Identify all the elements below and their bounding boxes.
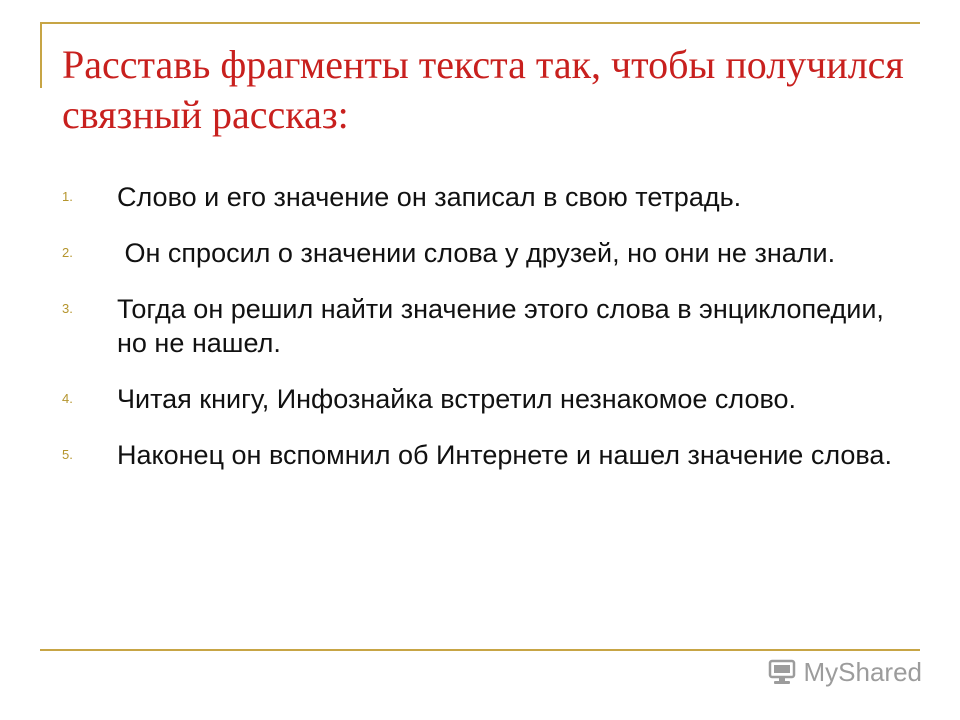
item-number: 4.: [62, 391, 73, 406]
list-item: [62, 382, 902, 416]
watermark: [766, 656, 923, 688]
item-text: Слово и его значение он записал в свою тетрадь.: [117, 182, 742, 212]
item-number: 3.: [62, 301, 73, 316]
list-item: [62, 236, 902, 270]
list-item: [62, 438, 902, 472]
item-text: Тогда он решил найти значение этого слова в энциклопедии, но не нашел.: [117, 294, 884, 358]
watermark-text: MyShared: [803, 656, 922, 687]
item-text: Он спросил о значении слова у друзей, но они не знали.: [117, 238, 836, 268]
item-number: 2.: [62, 245, 73, 260]
item-text: Наконец он вспомнил об Интернете и нашел значение слова.: [117, 440, 892, 470]
item-text: Читая книгу, Инфознайка встретил незнакомое слово.: [117, 384, 797, 414]
top-divider: [40, 22, 920, 24]
fragment-list: [62, 180, 902, 472]
slide-title: Расставь фрагменты текста так, чтобы получился связный рассказ:: [62, 42, 904, 137]
item-number: 5.: [62, 447, 73, 462]
bottom-divider: [40, 649, 920, 651]
list-item: [62, 180, 902, 214]
list-item: [62, 292, 902, 360]
myshared-logo-icon: [766, 656, 798, 688]
left-accent-line: [40, 22, 42, 88]
item-number: 1.: [62, 189, 73, 204]
